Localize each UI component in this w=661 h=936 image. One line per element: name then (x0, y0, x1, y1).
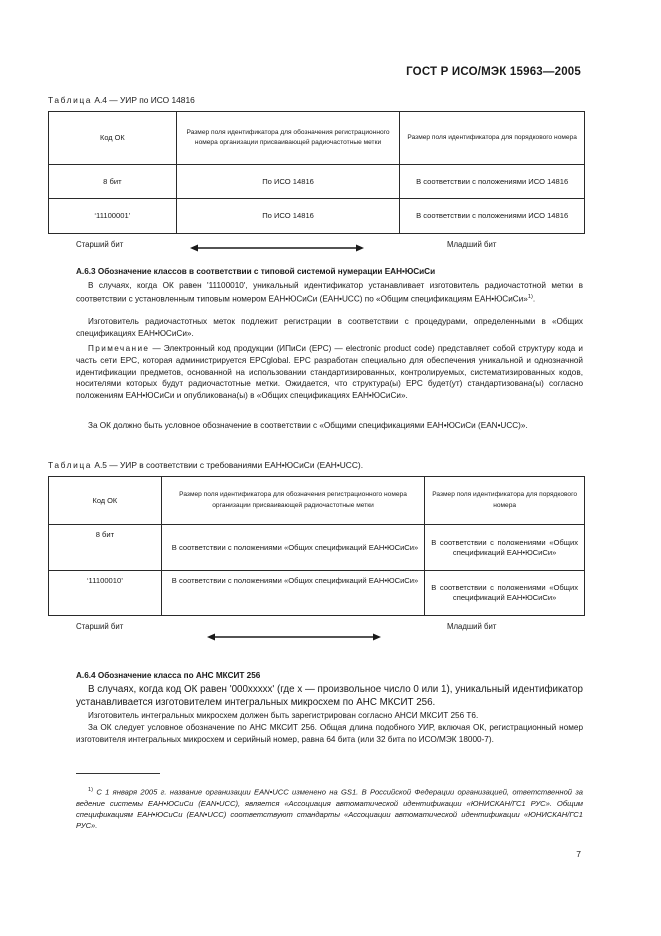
caption-text: А.4 — УИР по ИСО 14816 (94, 95, 195, 105)
section-a63-paragraph-2: Изготовитель радиочастотных меток подлежит регистрации в соответствии с процедурами, определенными в «Общих спецификациях ЕАН•ЮСиСи». (76, 317, 583, 338)
header-cell: Размер поля идентификатора для порядкового номера (425, 477, 585, 525)
table-a4 (48, 111, 585, 234)
table-a5-caption (48, 460, 363, 470)
low-bit-label: Младший бит (447, 622, 497, 631)
high-bit-label: Старший бит (76, 622, 124, 631)
header-cell: Код ОК (49, 112, 177, 165)
table-cell: По ИСО 14816 (176, 165, 400, 199)
double-arrow-icon (207, 632, 381, 642)
header-cell: Размер поля идентификатора для обозначения регистрационного номера организации присваивающей радиочастотные метки (161, 477, 424, 525)
table-header-row (49, 112, 585, 165)
section-a64-paragraph-1: В случаях, когда код ОК равен '000xxxxx' (где x — произвольное число 0 или 1), уникальный идентификатор устанавливается изготовителем интегральных микросхем по АНС МКСИТ 256. (76, 684, 583, 708)
low-bit-label: Младший бит (447, 240, 497, 249)
note-text: — Электронный код продукции (ИПиСи (EPC) — electronic product code) представляет собой структуру кода и часть сети EPC, которая администрируется EPCglobal. EPC разработан специально для обеспечения уникальной и однозначной идентификации предметов, основанной на использовании стандартизированных, контролируемых, систематизированных кодов, носителями которых будут радиочастотные метки. Ожидается, что структура(ы) EPC будет(ут) стандартизована(ы) согласно положениям ЕАН•ЮСиСи и опубликована(ы) в «Общих спецификациях ЕАН•ЮСиСи». (76, 344, 583, 401)
caption-text: А.5 — УИР в соответствии с требованиями ЕАН•ЮСиСи (ЕАН•UCC). (94, 460, 364, 470)
header-cell: Размер поля идентификатора для порядкового номера (400, 112, 585, 165)
table-cell: В соответствии с положениями «Общих спецификаций ЕАН•ЮСиСи» (425, 525, 585, 571)
section-a63-paragraph-1 (76, 280, 583, 305)
table-cell: В соответствии с положениями ИСО 14816 (400, 199, 585, 234)
table-row (49, 525, 585, 571)
table-cell: В соответствии с положениями «Общих спецификаций ЕАН•ЮСиСи» (161, 525, 424, 571)
document-header: ГОСТ Р ИСО/МЭК 15963—2005 (406, 66, 581, 78)
note-word: Примечание (88, 344, 150, 353)
table-cell: 8 бит (49, 525, 162, 571)
table-cell: ‘11100010’ (49, 571, 162, 616)
table-cell: В соответствии с положениями «Общих спецификаций ЕАН•ЮСиСи» (161, 571, 424, 616)
paragraph-end: . (532, 294, 536, 304)
paragraph-text: В случаях, когда ОК равен '11100010', уникальный идентификатор устанавливает изготовитель радиочастотной метки в соответствии с установленным типовым номером ЕАН•ЮСиСи (ЕАН•UCC) по «Общим спецификациям ЕАН•ЮСиСи» (76, 281, 583, 304)
caption-word: Таблица (48, 460, 93, 470)
table-a5 (48, 476, 585, 616)
table-row (49, 571, 585, 616)
footnote-marker: 1) (88, 787, 93, 793)
section-a64-paragraph-3: За ОК следует условное обозначение по АНС МКСИТ 256. Общая длина подобного УИР, включая ОК, регистрационный номер изготовителя интегральных микросхем и серийный номер, равна 64 бита (или 32 бита по ИСО/МЭК 18000-7). (76, 723, 583, 744)
table-header-row (49, 477, 585, 525)
footnote-ref: 1) (527, 293, 533, 300)
section-a64-title: А.6.4 Обозначение класса по АНС МКСИТ 256 (76, 671, 261, 680)
table-cell: В соответствии с положениями «Общих спецификаций ЕАН•ЮСиСи» (425, 571, 585, 616)
footnote-text: С 1 января 2005 г. название организации EAN•UCC изменено на GS1. В Российской Федерации организацией, ответственной за ведение системы ЕАН•ЮСиСи (EAN•UCC), является «Ассоциация автоматической идентификации «ЮНИСКАН/ГС1 РУС». Общим спецификациям ЕАН•ЮСиСи (EAN•UCC) соответствуют стандарты «Ассоциации автоматической идентификации «ЮНИСКАН/ГС1 РУС». (76, 787, 583, 831)
section-a63-note (76, 343, 583, 402)
table-row (49, 199, 585, 234)
table-a4-caption (48, 95, 195, 105)
header-cell: Размер поля идентификатора для обозначения регистрационного номера организации присваивающей радиочастотные метки (176, 112, 400, 165)
table-cell: 8 бит (49, 165, 177, 199)
caption-word: Таблица (48, 95, 93, 105)
footnote-separator (76, 773, 160, 774)
table-row (49, 165, 585, 199)
header-cell: Код ОК (49, 477, 162, 525)
double-arrow-icon (190, 243, 364, 253)
footnote (76, 785, 583, 832)
section-a63-paragraph-3: За ОК должно быть условное обозначение в соответствии с «Общими спецификациями ЕАН•ЮСиСи (EAN•UCC)». (88, 421, 528, 430)
section-a64-paragraph-2: Изготовитель интегральных микросхем должен быть зарегистрирован согласно АНСИ МКСИТ 256 Т6. (88, 711, 479, 720)
table-cell: ‘11100001’ (49, 199, 177, 234)
page-number: 7 (576, 849, 581, 859)
section-a63-title: А.6.3 Обозначение классов в соответствии с типовой системой нумерации ЕАН•ЮСиСи (76, 267, 436, 276)
table-cell: В соответствии с положениями ИСО 14816 (400, 165, 585, 199)
high-bit-label: Старший бит (76, 240, 124, 249)
table-cell: По ИСО 14816 (176, 199, 400, 234)
